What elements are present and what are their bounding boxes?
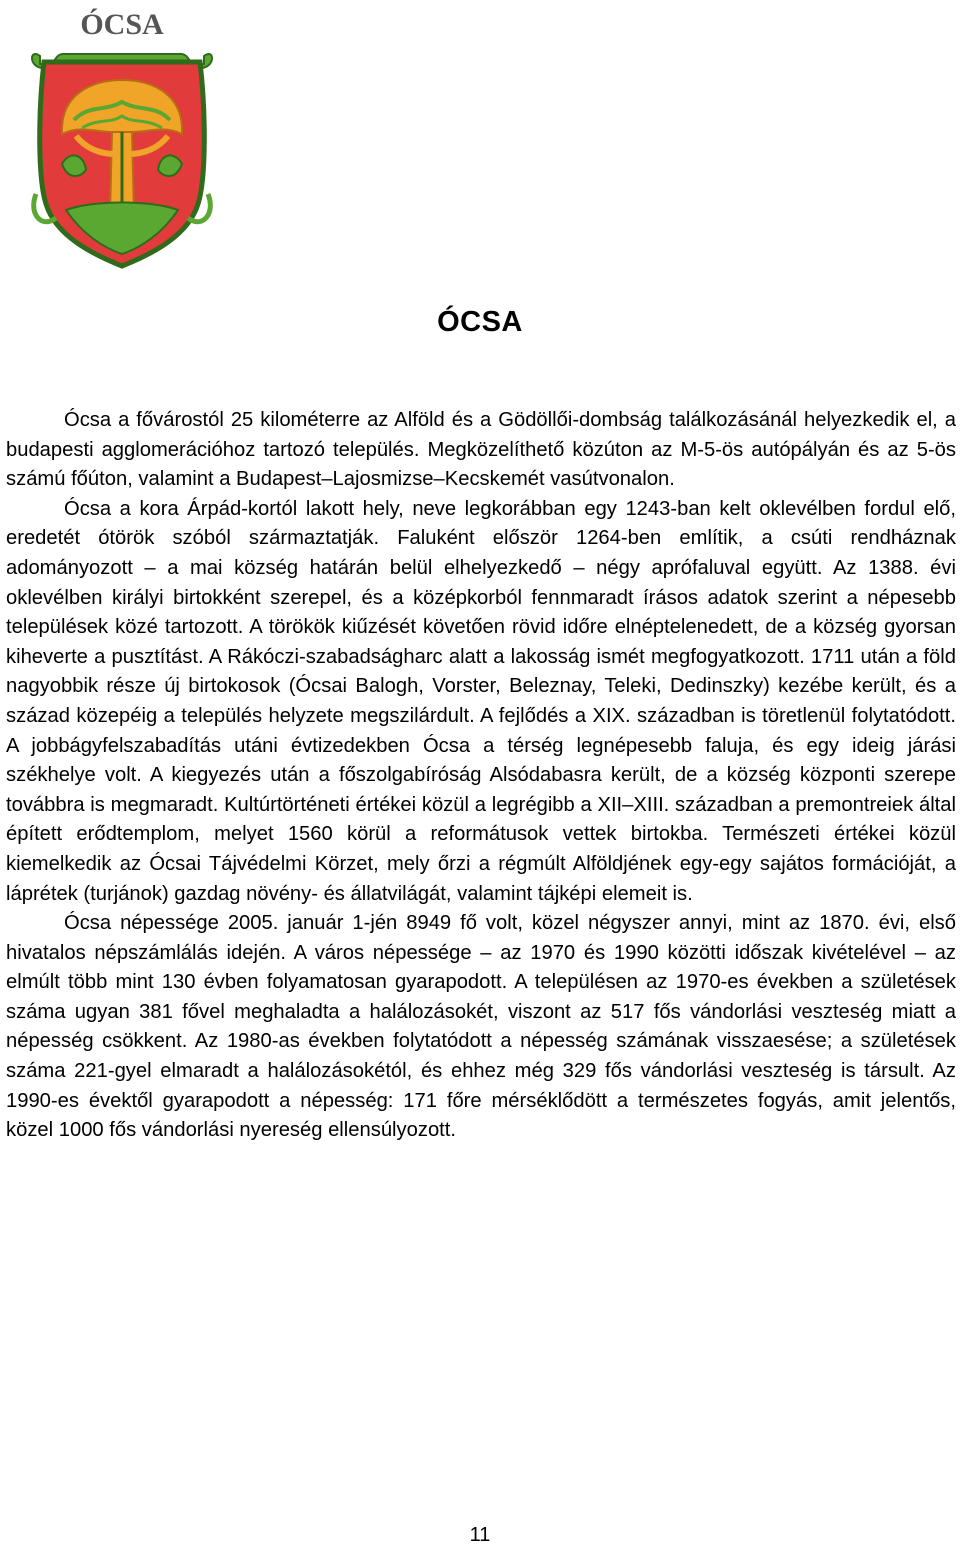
page-number: 11 [469, 1524, 491, 1546]
paragraph-history: Ócsa a kora Árpád-kortól lakott hely, neve legkorábban egy 1243-ban kelt oklevélben fordul elő, eredetét ótörök szóból származtatják. Faluként először 1264-ben említik, a csúti rendháznak adományozott – a mai község határán belül elhelyezkedő – négy aprófaluval együtt. Az 1388. évi oklevélben királyi birtokként szerepel, és a középkorból fennmaradt írásos adatok szerint a népesebb települések közé tartozott. A törökök kiűzését követően rövid időre elnéptelenedett, de a község gyorsan kiheverte a pusztítást. A Rákóczi-szabadságharc alatt a lakosság ismét megfogyatkozott. 1711 után a föld nagyobbik része új birtokosok (Ócsai Balogh, Vorster, Beleznay, Teleki, Dedinszky) kezébe került, és a század közepéig a település helyzete megszilárdult. A fejlődés a XIX. században is töretlenül folytatódott. A jobbágyfelszabadítás utáni évtizedekben Ócsa a térség legnépesebb faluja, és egy ideig járási székhelye volt. A kiegyezés után a főszolgabíróság Alsódabasra került, de a község központi szerepe továbbra is megmaradt. Kultúrtörténeti értékei közül a legrégibb a XII–XIII. században a premontreiek által épített erődtemplom, melyet 1560 körül a reformátusok vettek birtokba. Természeti értékei közül kiemelkedik az Ócsai Tájvédelmi Körzet, mely őrzi a régmúlt Alföldjének egy-egy sajátos formációját, a láprétek (turjánok) gazdag növény- és állatvilágát, valamint tájképi elemeit is. [6, 497, 956, 905]
paragraph-location: Ócsa a fővárostól 25 kilométerre az Alföld és a Gödöllői-dombság találkozásánál helyezkedik el, a budapesti agglomerációhoz tartozó település. Megközelíthető közúton az M-5-ös autópályán és az 5-ös számú főúton, valamint a Budapest–Lajosmizse–Kecskemét vasútvonalon. [6, 409, 956, 491]
crest-caption: ÓCSA [80, 8, 164, 41]
paragraph-population: Ócsa népessége 2005. január 1-jén 8949 fő volt, közel négyszer annyi, mint az 1870. évi, első hivatalos népszámlálás idején. A város népessége – az 1970 és 1990 közötti időszak kivételével – az elmúlt több mint 130 évben folyamatosan gyarapodott. A településen az 1970-es években a születések száma ugyan 381 fővel meghaladta a halálozásokét, viszont az 517 fős vándorlási veszteség miatt a népesség csökkent. Az 1980-as években folytatódott a népesség számának visszaesése; a születések száma 221-gyel elmaradt a halálozásokétól, és ehhez még 329 fős vándorlási veszteség is társult. Az 1990-es évektől gyarapodott a népesség: 171 főre mérséklődött a természetes fogyás, amit jelentős, közel 1000 fős vándorlási nyereség ellensúlyozott. [6, 912, 956, 1142]
document-title: ÓCSA [437, 306, 523, 338]
document-body [6, 406, 956, 1146]
ocsa-coat-of-arms [22, 4, 222, 274]
